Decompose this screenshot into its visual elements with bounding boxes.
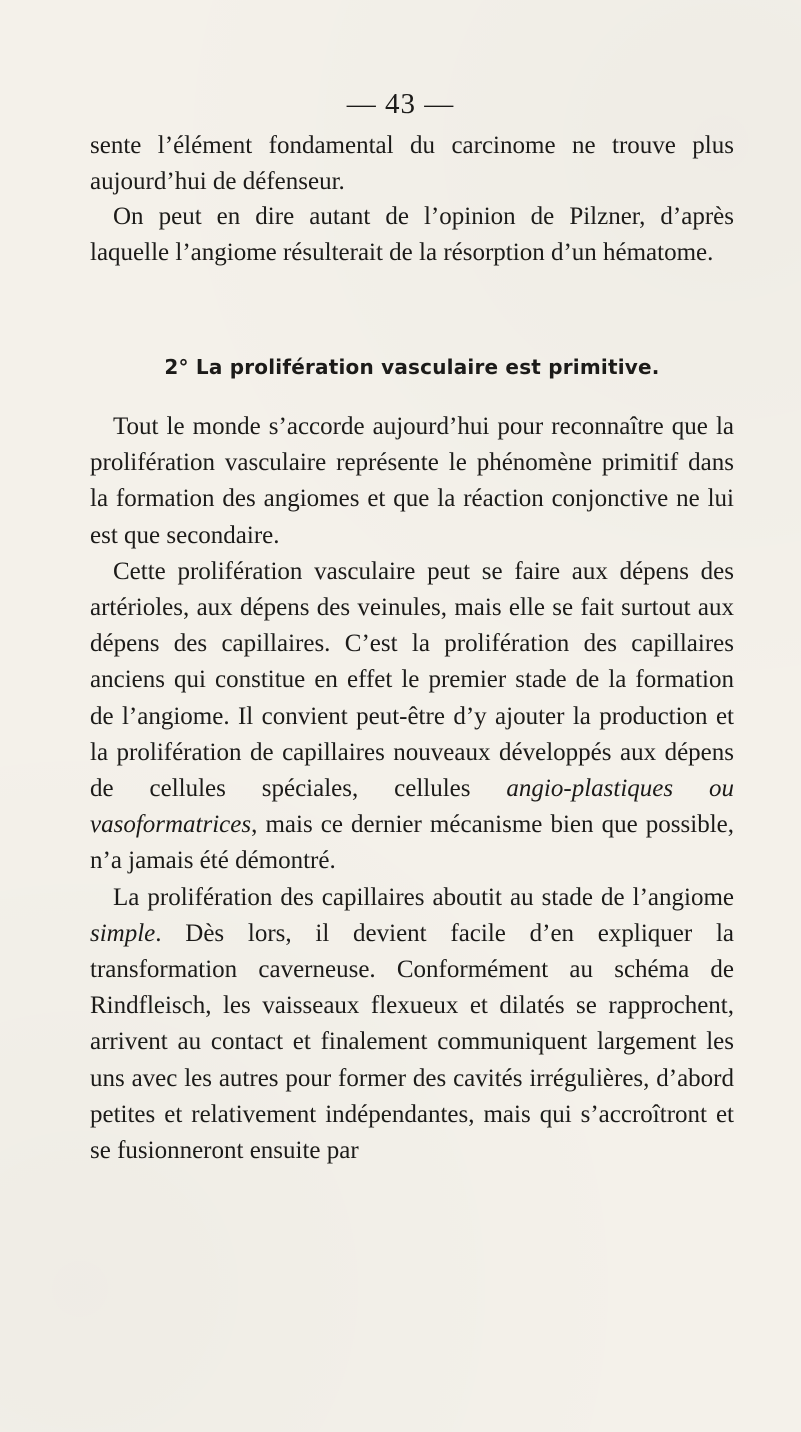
paragraph-5-italic-term: simple bbox=[90, 919, 156, 947]
paragraph-5-part-2: . Dès lors, il devient facile d’en expliquer la transformation caverneuse. Conformément au schéma de Rindfleisch, les vaisseaux flexueux et dilatés se rapprochent, arrivent au contact et finalement communiquent largement les uns avec les autres pour former des cavités irrégulières, d’abord petites et relativement indépendantes, mais qui s’accroîtront et se fusionneront ensuite par bbox=[90, 919, 734, 1165]
paragraph-5 bbox=[90, 880, 734, 1170]
paragraph-4-part-2: , mais ce dernier mécanisme bien que possible, n’a jamais été démontré. bbox=[90, 811, 734, 875]
page-number: — 43 — bbox=[346, 88, 455, 120]
paragraph-4-part-1: Cette prolifération vasculaire peut se faire aux dépens des artérioles, aux dépens des veinules, mais elle se fait surtout aux dépens des capillaires. C’est la prolifération des capillaires anciens qui constitue en effet le premier stade de la formation de l’angiome. Il convient peut-être d’y ajouter la production et la prolifération de capillaires nouveaux développés aux dépens de cellules spéciales, cellules bbox=[90, 557, 734, 803]
paragraph-4-italic-term: angio-plastiques ou vasoformatrices bbox=[90, 775, 734, 839]
paragraph-2: On peut en dire autant de l’opinion de Pilzner, d’après laquelle l’angiome résulterait de la résorption d’un hématome. bbox=[90, 203, 734, 266]
text-block-top bbox=[90, 128, 734, 270]
text-block-main bbox=[90, 409, 734, 1169]
paragraph-4 bbox=[90, 554, 734, 880]
paragraph-5-part-1: La prolifération des capillaires aboutit au stade de l’angiome bbox=[113, 883, 734, 911]
section-heading: 2° La prolifération vasculaire est primitive. bbox=[164, 355, 660, 379]
paragraph-3: Tout le monde s’accorde aujourd’hui pour reconnaître que la prolifération vasculaire représente le phénomène primitif dans la formation des angiomes et que la réaction conjonctive ne lui est que secondaire. bbox=[90, 413, 734, 549]
paragraph-1: sente l’élément fondamental du carcinome ne trouve plus aujourd’hui de défenseur. bbox=[90, 132, 734, 195]
